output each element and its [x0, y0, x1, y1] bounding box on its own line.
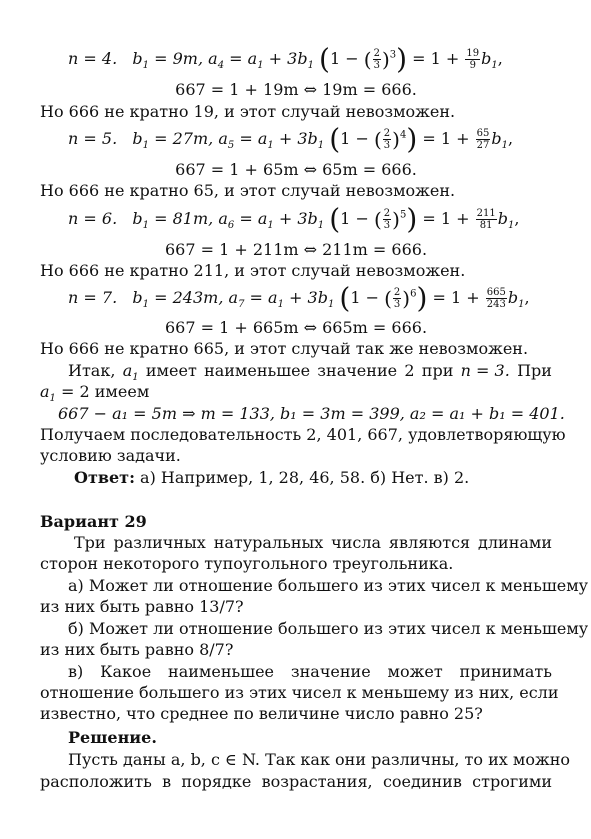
variant-qc1: в) Какое наименьшее значение может принимать: [68, 662, 552, 681]
case7-power: 6: [410, 288, 417, 300]
case6-formula: n = 6. $b_1 = 81m$, $a_6 = a_1 + 3b_1$ (1 − ( $\frac{2}{3}$ )$^5$) = 1 + $\frac{211}{81}$ $b_1$,: [68, 202, 520, 236]
case4-line2: 667 = 1 + 19m ⇔ 19m = 666.: [175, 80, 417, 99]
case6-res-num: 211: [476, 208, 496, 219]
case4-formula: n = 4. $b_1 = 9m$, $a_4 = a_1 + 3b_1$ (1 − ( $\frac{2}{3}$ )$^3$) = 1 + $\frac{19}{9}$ $b_1$,: [68, 42, 503, 76]
summary-line2: $a_1 = 2$ имеем: [40, 382, 150, 405]
case7-res-num: 665: [486, 287, 506, 298]
variant-p1b: сторон некоторого тупоугольного треугольника.: [40, 554, 454, 573]
case5-power: 4: [399, 129, 407, 141]
case7-line2: 667 = 1 + 665m ⇔ 665m = 666.: [164, 318, 428, 337]
case5-note: Но 666 не кратно 65, и этот случай невозможен.: [40, 181, 456, 200]
case6-power: 5: [399, 209, 407, 221]
case7-n: n = 7.: [68, 288, 118, 307]
variant-qb2: из них быть равно 8/7?: [40, 640, 234, 659]
variant-qc2: отношение большего из этих чисел к меньшему из них, если: [40, 683, 559, 702]
case4-note: Но 666 не кратно 19, и этот случай невозможен.: [40, 102, 456, 121]
case6-n: n = 6.: [68, 209, 118, 228]
summary-line1: Итак, $a_1$ имеет наименьшее значение 2 при n = 3. При: [68, 361, 552, 384]
case5-n: n = 5.: [68, 129, 118, 148]
case7-res-den: 243: [486, 299, 506, 310]
answer-label: Ответ:: [74, 468, 135, 487]
case4-b-val: = 9m,: [149, 49, 204, 68]
case7-formula: n = 7. $b_1 = 243m$, $a_7 = a_1 + 3b_1$ (1 − ( $\frac{2}{3}$ )$^6$) = 1 + $\frac{665}{243}$ $b_1$,: [68, 281, 530, 315]
case5-res-num: 65: [476, 128, 490, 139]
solution-s1: Пусть даны a, b, c ∈ N. Так как они различны, то их можно: [68, 750, 570, 769]
case6-b-val: = 81m,: [149, 209, 214, 228]
summary-seq2: условию задачи.: [40, 446, 181, 465]
case4-n: n = 4.: [68, 49, 118, 68]
variant-qc3: известно, что среднее по величине число равно 25?: [40, 704, 483, 723]
variant-qa2: из них быть равно 13/7?: [40, 597, 244, 616]
case5-b-val: = 27m,: [149, 129, 214, 148]
variant-p1a: Три различных натуральных числа являются длинами: [74, 533, 552, 552]
case6-line2: 667 = 1 + 211m ⇔ 211m = 666.: [164, 240, 428, 259]
case4-res-num: 19: [466, 48, 480, 59]
variant-title: Вариант 29: [40, 512, 147, 531]
case7-note: Но 666 не кратно 665, и этот случай так же невозможен.: [40, 339, 529, 358]
variant-qa1: а) Может ли отношение большего из этих чисел к меньшему: [68, 576, 589, 595]
case5-formula: n = 5. $b_1 = 27m$, $a_5 = a_1 + 3b_1$ (1 − ( $\frac{2}{3}$ )$^4$) = 1 + $\frac{65}{27}$ $b_1$,: [68, 122, 514, 156]
case5-line2: 667 = 1 + 65m ⇔ 65m = 666.: [175, 160, 417, 179]
solution-s2: расположить в порядке возрастания, соединив строгими: [40, 772, 552, 791]
summary-seq1: Получаем последовательность 2, 401, 667, удовлетворяющую: [40, 425, 566, 444]
case4-res-den: 9: [469, 60, 476, 71]
case7-b-val: = 243m,: [149, 288, 224, 307]
case6-res-den: 81: [479, 220, 493, 231]
case5-res-den: 27: [476, 140, 490, 151]
answer-text: а) Например, 1, 28, 46, 58. б) Нет. в) 2.: [134, 468, 470, 487]
answer-line: [74, 468, 586, 488]
case6-note: Но 666 не кратно 211, и этот случай невозможен.: [40, 261, 466, 280]
variant-qb1: б) Может ли отношение большего из этих чисел к меньшему: [68, 619, 589, 638]
case4-power: 3: [389, 49, 397, 61]
summary-calc: 667 − a₁ = 5m ⇒ m = 133, b₁ = 3m = 399, a₂ = a₁ + b₁ = 401.: [58, 404, 565, 423]
solution-label: Решение.: [68, 728, 157, 747]
